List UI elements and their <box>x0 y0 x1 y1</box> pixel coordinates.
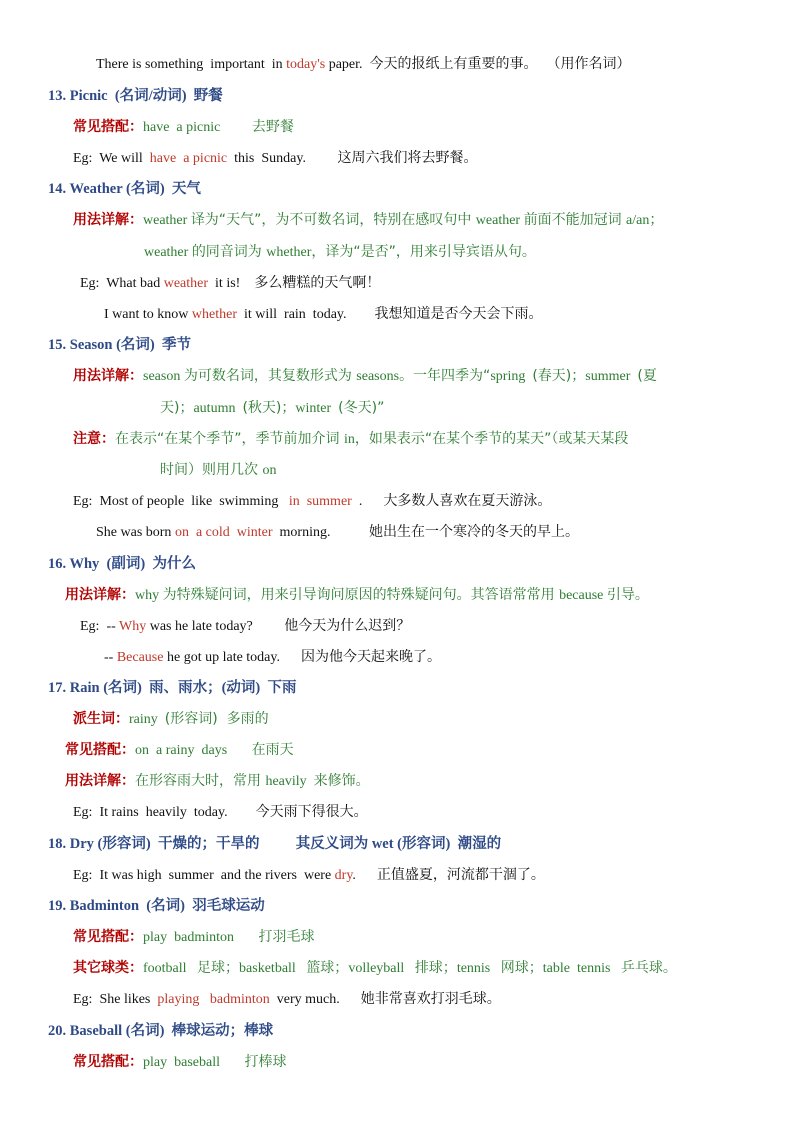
text-segment: this Sunday. <box>227 151 338 166</box>
text-segment: Eg: It was high summer and the rivers were <box>73 868 335 883</box>
entry-heading <box>48 554 196 575</box>
text-segment: 用法详解： <box>65 587 135 603</box>
text-line <box>73 709 269 730</box>
entry-heading <box>48 86 223 107</box>
entry-heading <box>48 834 501 855</box>
text-segment: 时间）则用几次 <box>160 462 263 478</box>
text-segment: 13. Picnic (名词/动词) 野餐 <box>48 88 223 104</box>
text-segment: 在形容雨大时，常用 <box>135 773 266 789</box>
text-line <box>73 927 315 948</box>
text-segment: today's <box>286 57 326 72</box>
text-segment: Eg: -- <box>80 619 120 634</box>
text-segment: 她非常喜欢打羽毛球。 <box>360 991 501 1007</box>
text-segment: spring <box>490 369 533 384</box>
text-segment: in summer <box>288 494 352 509</box>
text-segment: 网球； <box>500 960 543 976</box>
text-segment: basketball <box>239 961 307 976</box>
text-segment: -- <box>104 650 117 665</box>
text-segment: 15. Season (名词) 季节 <box>48 337 191 353</box>
text-segment: 14. Weather (名词) 天气 <box>48 181 201 197</box>
text-line <box>73 148 477 169</box>
text-segment: 来修饰。 <box>313 773 370 789</box>
text-segment: Eg: Most of people like swimming <box>73 494 289 509</box>
text-segment: 常见搭配： <box>65 742 135 758</box>
text-segment: ，如果表示“在某个季节的某天”（或某天某段 <box>354 431 629 447</box>
text-segment: . <box>351 494 384 509</box>
text-segment: She was born <box>96 525 175 540</box>
text-segment: Eg: She likes <box>73 992 158 1007</box>
text-line <box>73 491 551 512</box>
text-line <box>73 429 628 450</box>
text-segment: 正值盛夏，河流都干涸了。 <box>376 867 545 883</box>
text-segment: seasons <box>356 369 400 384</box>
text-segment: play baseball <box>143 1055 245 1070</box>
text-line <box>65 585 649 606</box>
text-segment: 19. Badminton (名词) 羽毛球运动 <box>48 898 265 914</box>
text-segment: table tennis <box>542 961 621 976</box>
entry-heading <box>48 335 191 356</box>
text-segment: 其它球类： <box>73 960 143 976</box>
text-segment: 16. Why (副词) 为什么 <box>48 556 196 572</box>
text-segment: on a cold winter <box>174 525 273 540</box>
text-line <box>73 989 501 1010</box>
text-segment: was he late today? <box>146 619 285 634</box>
text-segment: weather <box>163 276 209 291</box>
text-line <box>73 366 657 387</box>
text-segment: 乒乓球。 <box>620 960 677 976</box>
text-segment: (夏 <box>637 368 657 384</box>
text-segment: 我想知道是否今天会下雨。 <box>374 306 543 322</box>
text-segment: weather <box>143 213 191 228</box>
text-segment: 为可数名词，其复数形式为 <box>183 368 357 384</box>
text-line <box>80 273 380 294</box>
text-segment: tennis <box>456 961 501 976</box>
text-segment: 排球； <box>414 960 457 976</box>
text-segment: have a picnic <box>149 151 228 166</box>
text-segment: paper. <box>325 57 370 72</box>
text-segment: dry <box>334 868 353 883</box>
entry-heading <box>48 179 201 200</box>
text-line <box>73 802 368 823</box>
text-segment: Eg: It rains heavily today. <box>73 805 256 820</box>
text-segment: 注意： <box>73 431 115 447</box>
text-segment: 常见搭配： <box>73 1054 143 1070</box>
text-segment: why <box>135 588 163 603</box>
text-line <box>104 647 441 668</box>
text-segment: 因为他今天起来晚了。 <box>301 649 441 665</box>
text-segment: 多么糟糕的天气啊！ <box>254 275 381 291</box>
text-segment: (春天)； <box>532 368 586 384</box>
text-segment: (冬天)” <box>338 400 385 416</box>
text-segment: There is something important in <box>96 57 287 72</box>
text-segment: 在表示“在某个季节”，季节前加介词 <box>115 431 344 447</box>
text-segment: 去野餐 <box>251 119 294 135</box>
text-segment: 用法详解： <box>73 212 143 228</box>
text-segment: 他今天为什么迟到？ <box>284 618 411 634</box>
text-segment: 足球； <box>197 960 240 976</box>
text-segment: 前面不能加冠词 <box>523 212 627 228</box>
text-segment: 。一年四季为“ <box>399 368 491 384</box>
text-line <box>104 304 543 325</box>
text-segment: autumn <box>193 401 243 416</box>
text-segment: 打棒球 <box>244 1054 287 1070</box>
text-segment: it is! <box>208 276 255 291</box>
entry-heading <box>48 896 265 917</box>
text-line <box>160 398 384 419</box>
text-segment: 引导。 <box>606 587 649 603</box>
text-segment: 大多数人喜欢在夏天游泳。 <box>383 493 552 509</box>
text-line <box>96 522 579 543</box>
text-segment: 译为“天气”，为不可数名词，特别在感叹句中 <box>190 212 476 228</box>
text-segment: 用法详解： <box>73 368 143 384</box>
text-segment: 这周六我们将去野餐。 <box>337 150 478 166</box>
text-segment: have a picnic <box>143 120 252 135</box>
entry-heading <box>48 678 297 699</box>
text-segment: Eg: We will <box>73 151 150 166</box>
text-segment: 的同音词为 <box>191 244 267 260</box>
text-segment: on <box>262 463 277 478</box>
text-segment: 天)； <box>160 400 194 416</box>
text-segment: season <box>143 369 184 384</box>
text-segment: play badminton <box>143 930 259 945</box>
text-segment: 今天雨下得很大。 <box>255 804 368 820</box>
text-segment: morning. <box>272 525 369 540</box>
text-segment: very much. <box>269 992 361 1007</box>
text-segment: because <box>559 588 607 603</box>
text-segment: summer <box>585 369 638 384</box>
text-line <box>144 242 536 263</box>
text-segment: ，译为“是否”，用来引导宾语从句。 <box>311 244 536 260</box>
text-segment: Why <box>119 619 147 634</box>
text-segment: (秋天)； <box>242 400 296 416</box>
text-segment: Because <box>116 650 164 665</box>
text-segment: 在雨天 <box>251 742 294 758</box>
text-segment: weather <box>475 213 524 228</box>
text-segment: 20. Baseball (名词) 棒球运动；棒球 <box>48 1023 274 1039</box>
text-line <box>73 1052 286 1073</box>
text-segment: 她出生在一个寒冷的冬天的早上。 <box>368 524 579 540</box>
text-segment: on a rainy days <box>135 743 252 758</box>
text-segment: I want to know <box>104 307 192 322</box>
text-segment: whether <box>191 307 237 322</box>
text-segment: volleyball <box>348 961 415 976</box>
text-segment: it will rain today. <box>236 307 375 322</box>
text-segment: 18. Dry (形容词) 干燥的；干旱的 其反义词为 wet (形容词) 潮湿的 <box>48 836 502 852</box>
text-segment: 派生词： <box>73 711 129 727</box>
text-segment: winter <box>295 401 339 416</box>
text-line <box>65 771 370 792</box>
text-segment: 17. Rain (名词) 雨、雨水；(动词) 下雨 <box>48 680 297 696</box>
text-segment: 常见搭配： <box>73 119 143 135</box>
text-segment: (形容词) 多雨的 <box>164 711 269 727</box>
text-segment: 打羽毛球 <box>258 929 315 945</box>
text-segment: he got up late today. <box>163 650 301 665</box>
text-segment: 常见搭配： <box>73 929 143 945</box>
text-line <box>73 958 677 979</box>
text-segment: in <box>343 432 355 447</box>
text-segment: 用法详解： <box>65 773 135 789</box>
text-line <box>73 210 663 231</box>
text-segment: . <box>352 868 377 883</box>
text-segment: a/an； <box>626 213 664 228</box>
text-segment: rainy <box>129 712 165 727</box>
text-line <box>80 616 410 637</box>
text-line <box>73 117 294 138</box>
text-segment: Eg: What bad <box>80 276 164 291</box>
text-line <box>160 460 276 481</box>
text-segment: 今天的报纸上有重要的事。 （用作名词） <box>369 56 631 72</box>
text-line <box>73 865 545 886</box>
text-segment: weather <box>144 245 192 260</box>
entry-heading <box>48 1021 273 1042</box>
text-segment: playing badminton <box>157 992 270 1007</box>
text-segment: 篮球； <box>306 960 349 976</box>
text-segment: whether <box>266 245 312 260</box>
text-segment: football <box>143 961 198 976</box>
text-segment: heavily <box>265 774 314 789</box>
text-line <box>96 54 630 75</box>
text-line <box>65 740 294 761</box>
text-segment: 为特殊疑问词，用来引导询问原因的特殊疑问句。其答语常常用 <box>162 587 560 603</box>
